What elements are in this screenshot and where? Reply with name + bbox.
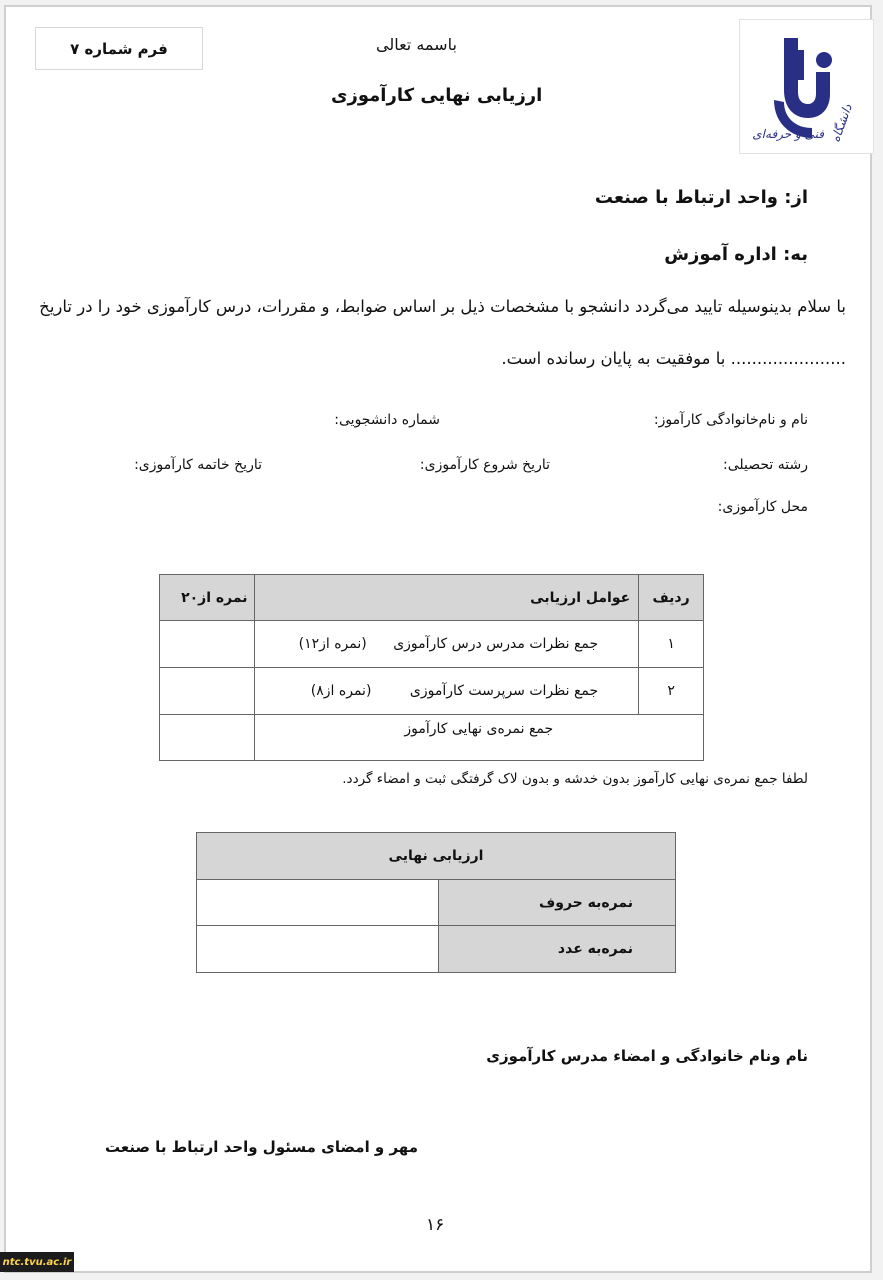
col-score-header: نمره از۲۰ (160, 575, 255, 621)
row-factor-text: جمع نظرات مدرس درس کارآموزی (393, 636, 599, 652)
total-score-cell (160, 715, 255, 761)
university-logo (739, 19, 874, 154)
row-factor-text: جمع نظرات سرپرست کارآموزی (409, 683, 599, 699)
field-place: محل کارآموزی: (717, 499, 808, 515)
field-start-date: تاریخ شروع کارآموزی: (419, 457, 550, 473)
svg-text:دانشگاه: دانشگاه (828, 102, 855, 144)
row-factor-max: (نمره از۱۲) (298, 636, 367, 652)
score-letters-cell (197, 880, 439, 926)
form-number: فرم شماره ۷ (70, 39, 168, 58)
table-row (160, 668, 704, 715)
document-page (4, 5, 872, 1273)
row-number: ۱ (639, 621, 704, 668)
instructor-signature-label: نام ونام خانوادگی و امضاء مدرس کارآموزی (486, 1047, 808, 1065)
score-cell (160, 668, 255, 715)
field-student-id: شماره دانشجویی: (334, 412, 440, 428)
col-row-header: ردیف (639, 575, 704, 621)
row-factor-max: (نمره از۸) (310, 683, 372, 699)
form-number-box (35, 27, 203, 70)
invocation: باسمه تعالی (376, 35, 457, 54)
final-evaluation-table (196, 832, 676, 973)
table-total-row (160, 715, 704, 761)
field-name: نام و نام‌خانوادگی کارآموز: (653, 412, 808, 428)
letter-body-line1: با سلام بدینوسیله تایید می‌گردد دانشجو با مشخصات ذیل بر اساس ضوابط، و مقررات، درس کارآموزی خود را در تاریخ (39, 297, 846, 316)
score-cell (160, 621, 255, 668)
page-title: ارزیابی نهایی کارآموزی (331, 85, 543, 106)
page-number: ۱۶ (426, 1215, 445, 1235)
score-letters-label: نمره‌به حروف (439, 880, 676, 926)
evaluation-table (159, 574, 704, 761)
field-major: رشته تحصیلی: (723, 457, 808, 473)
col-factors-header: عوامل ارزیابی (254, 575, 639, 621)
office-signature-label: مهر و امضای مسئول واحد ارتباط با صنعت (105, 1138, 418, 1156)
final-eval-title: ارزیابی نهایی (197, 833, 676, 880)
row-factor (254, 621, 639, 668)
letter-body-line2: ...................... با موفقیت به پایان رسانده است. (501, 349, 846, 368)
score-digits-label: نمره‌به عدد (439, 926, 676, 973)
university-logo-icon (740, 20, 873, 153)
note-text: لطفا جمع نمره‌ی نهایی کارآموز بدون خدشه و بدون لاک گرفتگی ثبت و امضاء گردد. (342, 771, 808, 787)
total-label: جمع نمره‌ی نهایی کارآموز (254, 715, 703, 761)
letter-from: از: واحد ارتباط با صنعت (594, 187, 808, 208)
score-digits-cell (197, 926, 439, 973)
table-row (160, 621, 704, 668)
row-factor (254, 668, 639, 715)
svg-text:فنی و حرفه‌ای: فنی و حرفه‌ای (752, 127, 824, 141)
letter-to: به: اداره آموزش (664, 244, 808, 265)
field-end-date: تاریخ خاتمه کارآموزی: (134, 457, 262, 473)
row-number: ۲ (639, 668, 704, 715)
site-watermark: ntc.tvu.ac.ir (0, 1252, 74, 1272)
